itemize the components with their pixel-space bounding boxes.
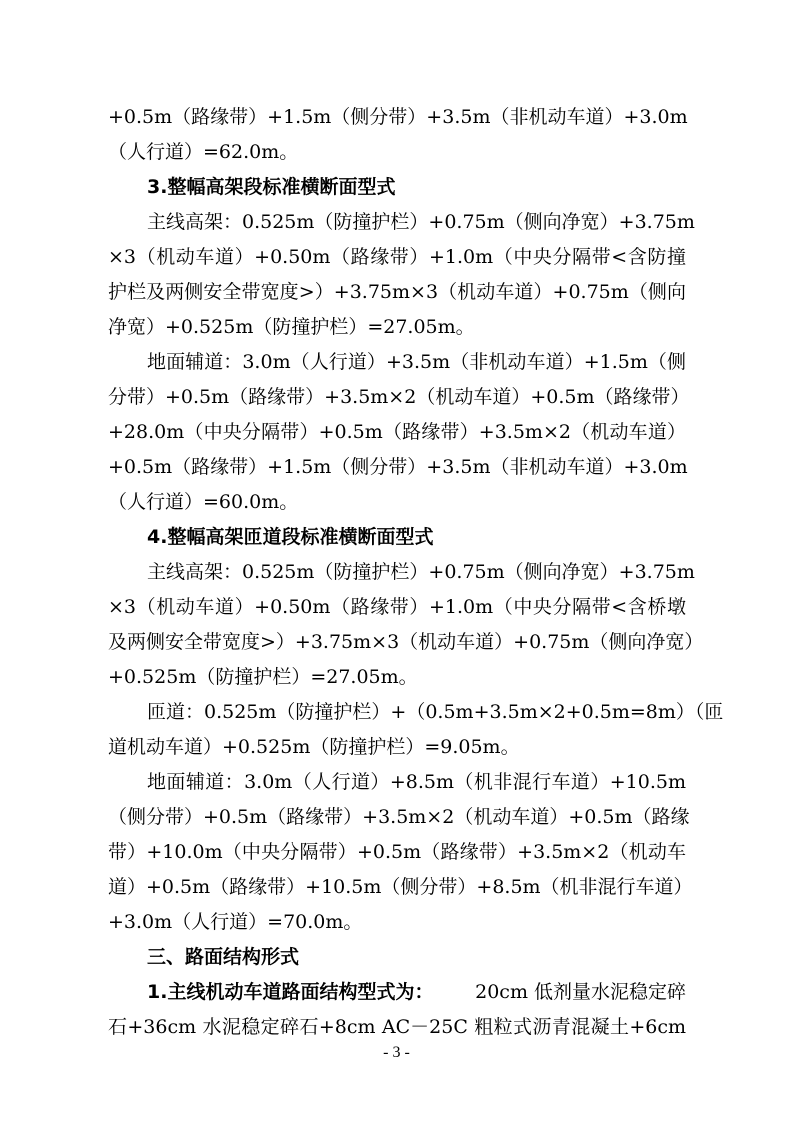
text-line: （人行道）=62.0m。 <box>108 141 299 163</box>
text-line: +0.525m（防撞护栏）=27.05m。 <box>108 666 418 688</box>
text-line: 护栏及两侧安全带宽度>）+3.75m×3（机动车道）+0.75m（侧向 <box>108 281 686 303</box>
text-line: +3.0m（人行道）=70.0m。 <box>108 911 363 933</box>
section-heading: 3.整幅高架段标准横断面型式 <box>147 176 396 198</box>
text-line: +28.0m（中央分隔带）+0.5m（路缘带）+3.5m×2（机动车道） <box>108 421 686 443</box>
text-line: ×3（机动车道）+0.50m（路缘带）+1.0m（中央分隔带<含桥墩 <box>108 596 686 618</box>
text-line: 及两侧安全带宽度>）+3.75m×3（机动车道）+0.75m（侧向净宽） <box>108 631 704 653</box>
text-line: 地面辅道：3.0m（人行道）+8.5m（机非混行车道）+10.5m <box>147 771 686 793</box>
text-line: 道）+0.5m（路缘带）+10.5m（侧分带）+8.5m（机非混行车道） <box>108 876 693 898</box>
text-line: ×3（机动车道）+0.50m（路缘带）+1.0m（中央分隔带<含防撞 <box>108 246 686 268</box>
text-line: +0.5m（路缘带）+1.5m（侧分带）+3.5m（非机动车道）+3.0m <box>108 456 688 478</box>
text-line: 匝道：0.525m（防撞护栏）+（0.5m+3.5m×2+0.5m=8m）（匝 <box>147 701 724 723</box>
page-number: - 3 - <box>383 1044 410 1061</box>
text-line: （侧分带）+0.5m（路缘带）+3.5m×2（机动车道）+0.5m（路缘 <box>108 806 690 828</box>
text-line: 主线高架：0.525m（防撞护栏）+0.75m（侧向净宽）+3.75m <box>147 211 695 233</box>
text-line: （人行道）=60.0m。 <box>108 491 299 513</box>
text-line: 主线高架：0.525m（防撞护栏）+0.75m（侧向净宽）+3.75m <box>147 561 695 583</box>
text-line <box>147 980 686 1005</box>
text-line: 带）+10.0m（中央分隔带）+0.5m（路缘带）+3.5m×2（机动车 <box>108 841 686 863</box>
text-line: 地面辅道：3.0m（人行道）+3.5m（非机动车道）+1.5m（侧 <box>147 351 686 373</box>
text-line: 石+36cm 水泥稳定碎石+8cm AC－25C 粗粒式沥青混凝土+6cm <box>108 1016 686 1038</box>
text-line: 分带）+0.5m（路缘带）+3.5m×2（机动车道）+0.5m（路缘带） <box>108 386 690 408</box>
text-line: 道机动车道）+0.525m（防撞护栏）=9.05m。 <box>108 736 520 758</box>
bold-lead: 1.主线机动车道路面结构型式为： <box>147 981 434 1003</box>
section-heading: 三、路面结构形式 <box>147 946 300 968</box>
section-heading: 4.整幅高架匝道段标准横断面型式 <box>147 526 434 548</box>
text-span: 20cm 低剂量水泥稳定碎 <box>475 981 686 1003</box>
text-line: 净宽）+0.525m（防撞护栏）=27.05m。 <box>108 316 475 338</box>
text-line: +0.5m（路缘带）+1.5m（侧分带）+3.5m（非机动车道）+3.0m <box>108 106 688 128</box>
